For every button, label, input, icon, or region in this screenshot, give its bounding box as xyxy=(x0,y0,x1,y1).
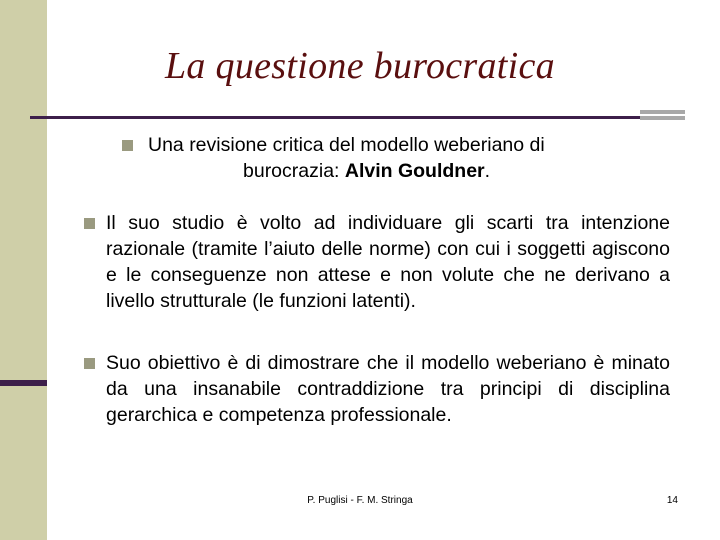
intro-line-2 xyxy=(122,158,682,184)
side-bar-accent xyxy=(0,380,47,386)
page-number: 14 xyxy=(666,495,678,506)
bullet-text-1: Il suo studio è volto ad individuare gli scarti tra intenzione razionale (tramite l’aiuto delle norme) con cui i soggetti agiscono e le conseguenze non attese e non volute che ne derivano a livello strutturale (le funzioni latenti). xyxy=(106,212,670,312)
title-divider xyxy=(30,116,650,119)
divider-accent xyxy=(640,110,685,124)
square-bullet-icon xyxy=(122,140,133,151)
intro-bullet xyxy=(122,132,682,184)
intro-text: burocrazia: xyxy=(243,160,345,182)
intro-line-1: Una revisione critica del modello weberiano di xyxy=(148,134,545,156)
square-bullet-icon xyxy=(84,218,95,229)
square-bullet-icon xyxy=(84,358,95,369)
side-bar xyxy=(0,0,47,540)
bullet-text-2: Suo obiettivo è di dimostrare che il modello weberiano è minato da una insanabile contraddizione tra principi di disciplina gerarchica e competenza professionale. xyxy=(106,352,670,426)
slide-title: La questione burocratica xyxy=(165,45,555,87)
bullet-item-2 xyxy=(84,350,670,428)
author-name: Alvin Gouldner xyxy=(344,160,485,182)
bullet-item-1 xyxy=(84,210,670,314)
intro-period: . xyxy=(484,160,491,182)
footer-authors: P. Puglisi - F. M. Stringa xyxy=(307,495,413,506)
